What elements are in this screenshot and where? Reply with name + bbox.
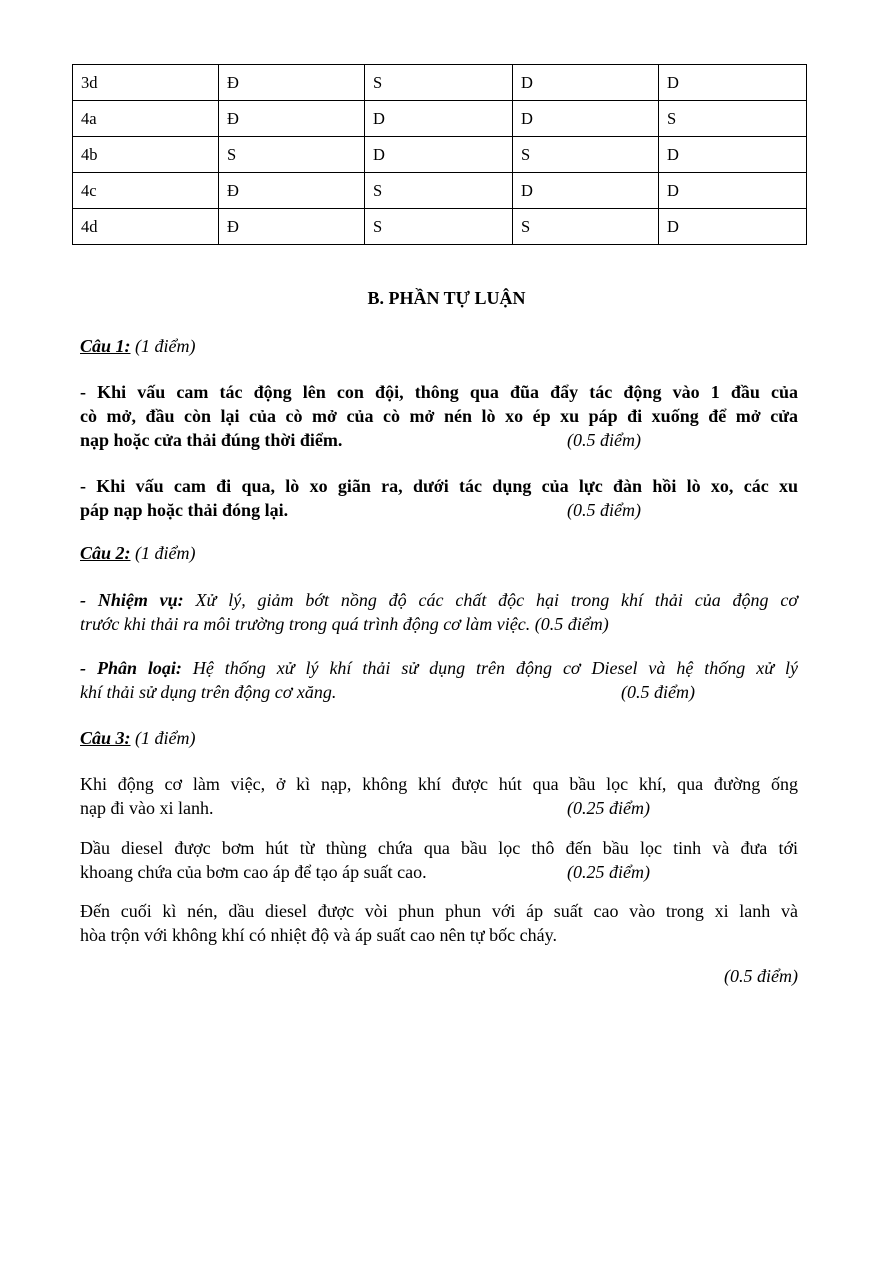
text-line: Dầu diesel được bơm hút từ thùng chứa qua bầu lọc thô đến bầu lọc tinh và đưa tới [80, 838, 798, 858]
text-line-content: Hệ thống xử lý khí thải sử dụng trên động cơ Diesel và hệ thống xử lý [192, 658, 798, 678]
question-2-classification [80, 656, 798, 704]
text-line [80, 656, 798, 680]
table-cell: S [513, 137, 659, 173]
table-cell: Đ [219, 101, 365, 137]
question-3-heading [80, 726, 798, 750]
table-cell: D [659, 209, 807, 245]
question-2-task [80, 588, 798, 636]
classification-label: - Phân loại: [80, 658, 182, 678]
table-cell: S [365, 173, 513, 209]
text-line [80, 428, 798, 452]
table-cell: D [365, 137, 513, 173]
question-1-paragraph-1 [80, 380, 798, 452]
text-line: Khi động cơ làm việc, ở kì nạp, không khí được hút qua bầu lọc khí, qua đường ống [80, 774, 798, 794]
table-cell: Đ [219, 209, 365, 245]
text-line: trước khi thải ra môi trường trong quá trình động cơ làm việc. (0.5 điểm) [80, 614, 609, 634]
text-line [80, 796, 798, 820]
answer-table [72, 64, 807, 245]
table-cell: D [513, 101, 659, 137]
score: (0.5 điểm) [567, 430, 641, 450]
text-line-content: páp nạp hoặc thải đóng lại. [80, 500, 289, 520]
table-cell: 4a [73, 101, 219, 137]
question-1-paragraph-2 [80, 474, 798, 522]
table-cell: S [513, 209, 659, 245]
table-cell: 4c [73, 173, 219, 209]
table-row [73, 173, 807, 209]
text-line: - Khi vấu cam đi qua, lò xo giãn ra, dưới tác dụng của lực đàn hồi lò xo, các xu [80, 476, 798, 496]
table-cell: D [659, 173, 807, 209]
table-cell: 4d [73, 209, 219, 245]
score: (0.5 điểm) [621, 682, 695, 702]
question-3-final-score: (0.5 điểm) [724, 966, 798, 986]
text-line-content: nạp hoặc cửa thải đúng thời điểm. [80, 430, 343, 450]
section-title: B. PHẦN TỰ LUẬN [367, 288, 526, 308]
table-cell: S [365, 209, 513, 245]
text-line [80, 680, 798, 704]
text-line-content: nạp đi vào xi lanh. [80, 798, 214, 818]
text-line: hòa trộn với không khí có nhiệt độ và áp suất cao nên tự bốc cháy. [80, 925, 557, 945]
table-cell: D [659, 65, 807, 101]
table-cell: S [659, 101, 807, 137]
table-cell: D [513, 65, 659, 101]
question-3-points: (1 điểm) [135, 728, 196, 748]
table-row [73, 209, 807, 245]
score: (0.5 điểm) [567, 500, 641, 520]
question-1-points: (1 điểm) [135, 336, 196, 356]
text-line: cò mở, đầu còn lại của cò mở của cò mở nén lò xo ép xu páp đi xuống để mở cửa [80, 406, 798, 426]
question-1-heading [80, 334, 798, 358]
score: (0.25 điểm) [567, 862, 650, 882]
table-cell: S [365, 65, 513, 101]
text-line [80, 860, 798, 884]
table-cell: D [659, 137, 807, 173]
question-3-paragraph-3 [80, 899, 798, 947]
text-line-content: khoang chứa của bơm cao áp để tạo áp suất cao. [80, 862, 427, 882]
question-3-paragraph-2 [80, 836, 798, 884]
question-2-heading [80, 541, 798, 565]
question-3-paragraph-1 [80, 772, 798, 820]
table-cell: Đ [219, 173, 365, 209]
question-3-label: Câu 3: [80, 728, 131, 748]
score: (0.25 điểm) [567, 798, 650, 818]
table-row [73, 101, 807, 137]
table-cell: 3d [73, 65, 219, 101]
table-cell: D [365, 101, 513, 137]
text-line-content: Xử lý, giảm bớt nồng độ các chất độc hại trong khí thải của động cơ [195, 590, 799, 610]
question-1-label: Câu 1: [80, 336, 131, 356]
task-label: - Nhiệm vụ: [80, 590, 184, 610]
text-line-content: khí thải sử dụng trên động cơ xăng. [80, 682, 337, 702]
table-row [73, 137, 807, 173]
text-line: - Khi vấu cam tác động lên con đội, thông qua đũa đẩy tác động vào 1 đầu của [80, 382, 798, 402]
table-cell: S [219, 137, 365, 173]
text-line: Đến cuối kì nén, dầu diesel được vòi phun phun với áp suất cao vào trong xi lanh và [80, 901, 798, 921]
question-2-label: Câu 2: [80, 543, 131, 563]
table-cell: 4b [73, 137, 219, 173]
text-line [80, 588, 798, 612]
table-cell: Đ [219, 65, 365, 101]
question-2-points: (1 điểm) [135, 543, 196, 563]
table-row [73, 65, 807, 101]
table-cell: D [513, 173, 659, 209]
text-line [80, 498, 798, 522]
